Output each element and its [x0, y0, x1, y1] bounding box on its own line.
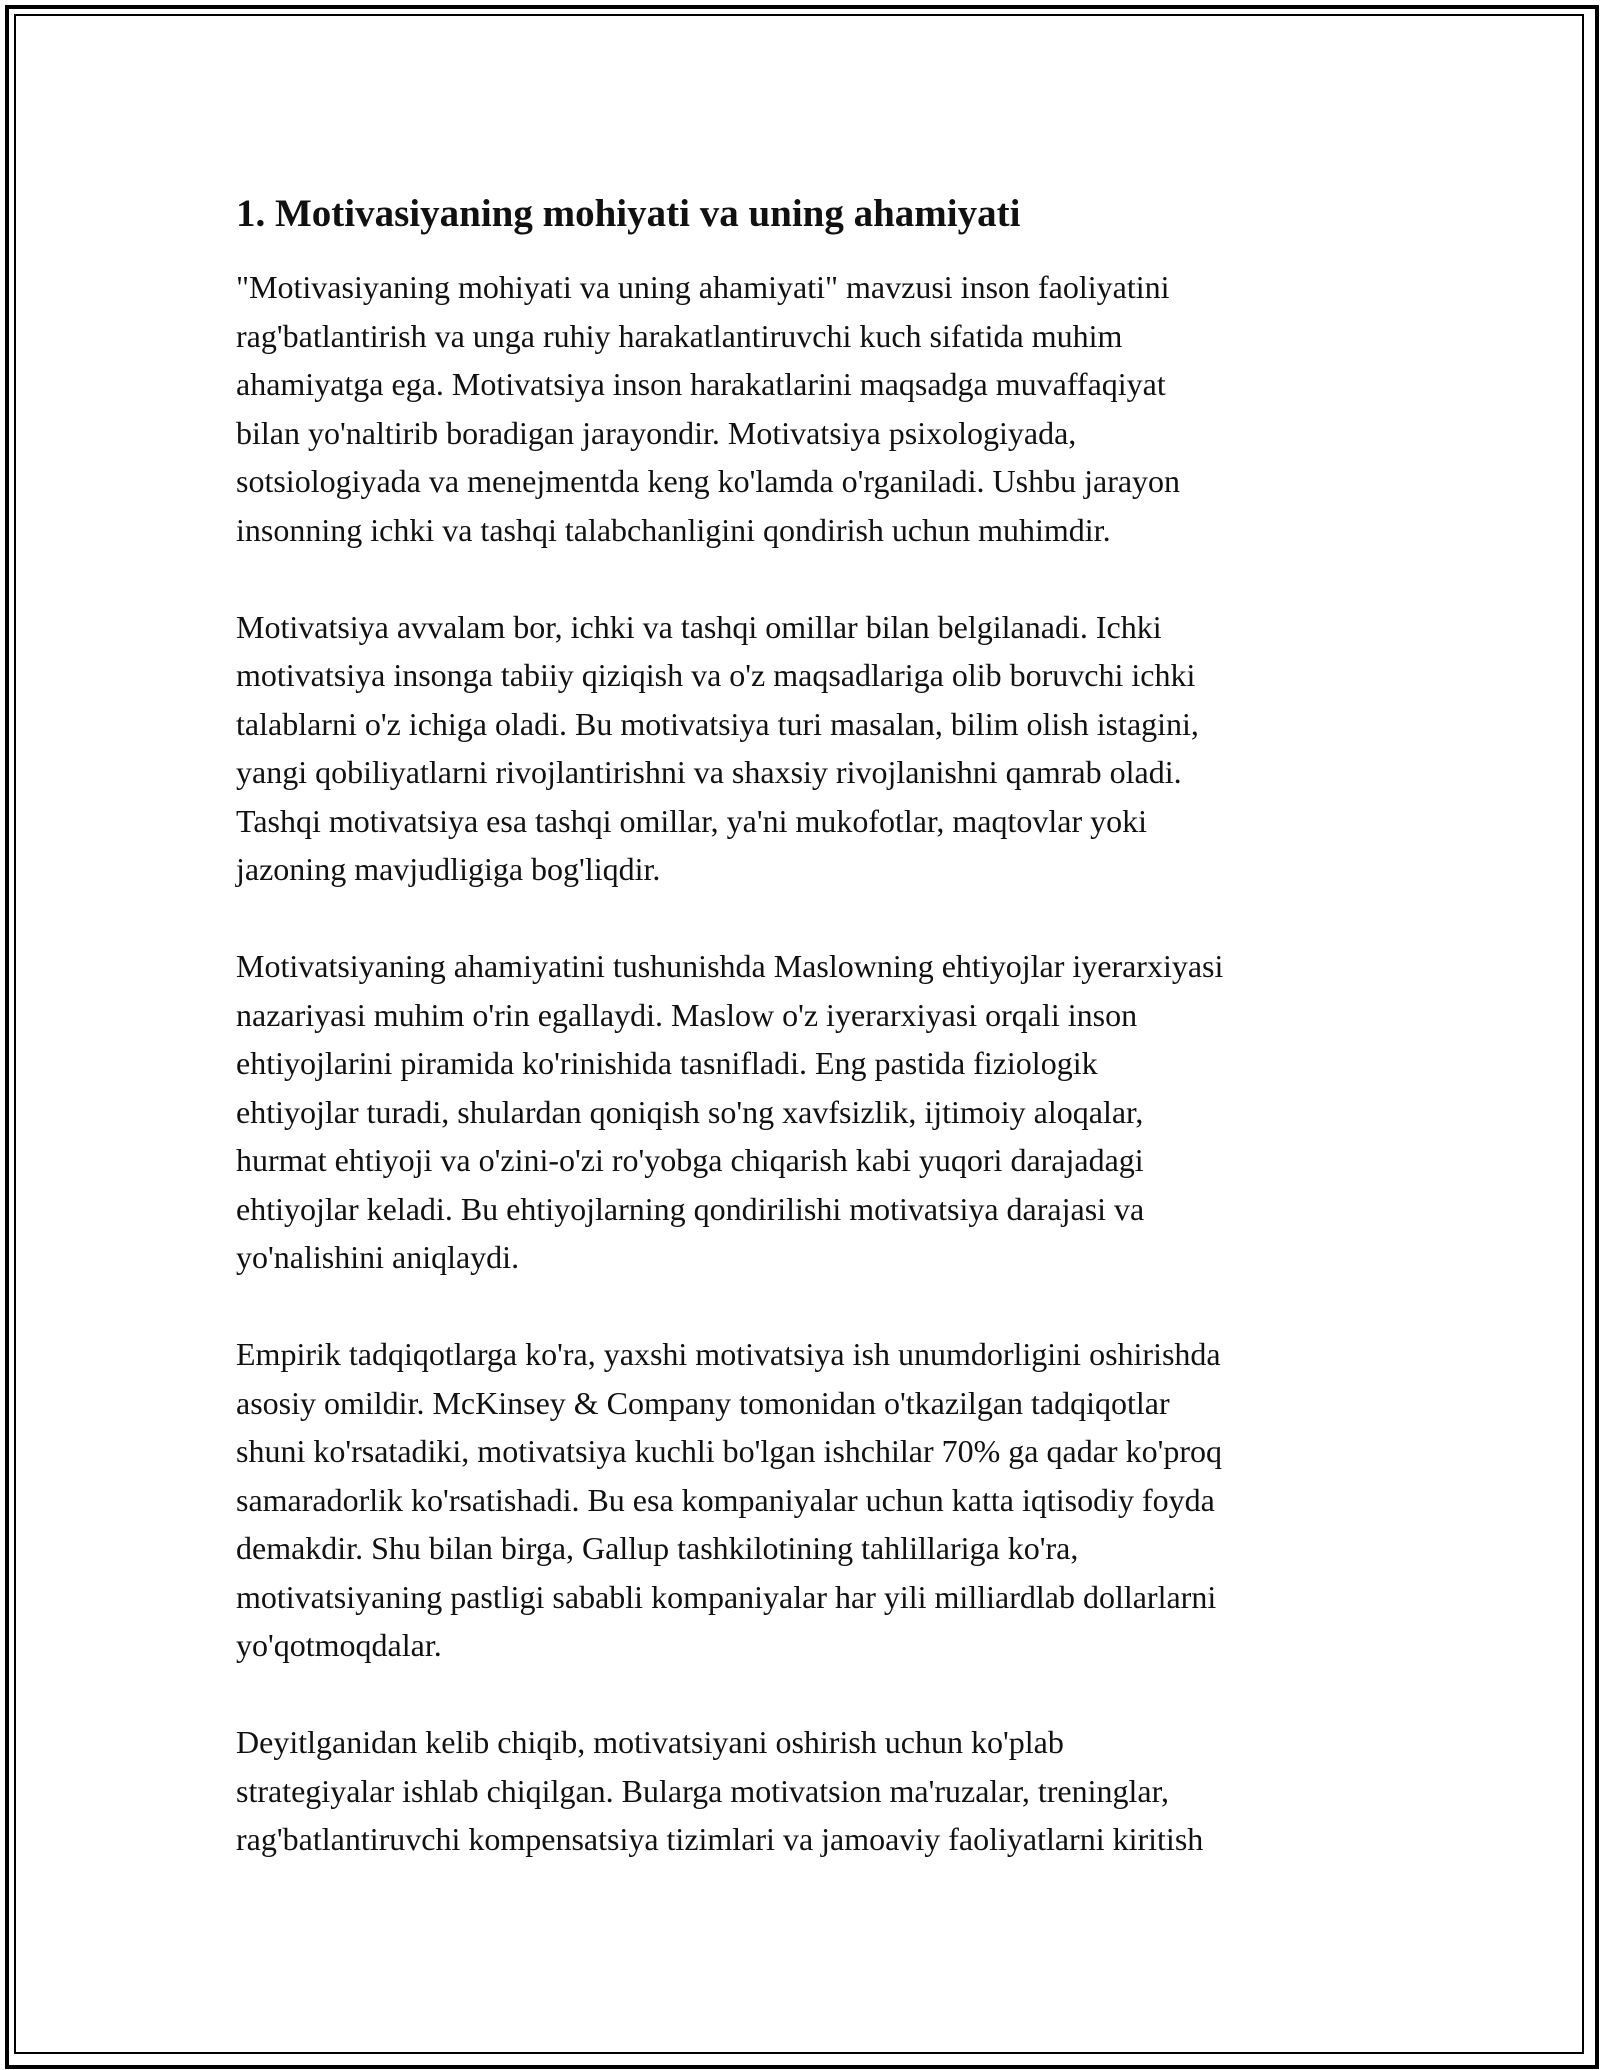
- text-line: Motivatsiya avvalam bor, ichki va tashqi omillar bilan belgilanadi. Ichki: [236, 608, 1162, 645]
- text-line: shuni ko'rsatadiki, motivatsiya kuchli bo'lgan ishchilar 70% ga qadar ko'proq: [236, 1433, 1222, 1469]
- text-line: bilan yo'naltirib boradigan jarayondir. Motivatsiya psixologiyada,: [236, 414, 1077, 451]
- text-line: ehtiyojlarini piramida ko'rinishida tasnifladi. Eng pastida fiziologik: [236, 1045, 1098, 1081]
- document-body: [236, 186, 1386, 1912]
- paragraph-3: [236, 942, 1386, 1282]
- text-line: yo'nalishini aniqlaydi.: [236, 1239, 520, 1275]
- text-line: Empirik tadqiqotlarga ko'ra, yaxshi motivatsiya ish unumdorligini oshirishda: [236, 1336, 1221, 1372]
- text-line: Tashqi motivatsiya esa tashqi omillar, ya'ni mukofotlar, maqtovlar yoki: [236, 802, 1147, 839]
- text-line: Motivatsiyaning ahamiyatini tushunishda Maslowning ehtiyojlar iyerarxiyasi: [236, 948, 1224, 984]
- section-heading: 1. Motivasiyaning mohiyati va uning ahamiyati: [236, 192, 1021, 235]
- text-line: "Motivasiyaning mohiyati va uning ahamiyati" mavzusi inson faoliyatini: [236, 269, 1170, 305]
- text-line: rag'batlantirish va unga ruhiy harakatlantiruvchi kuch sifatida muhim: [236, 317, 1123, 354]
- text-line: motivatsiyaning pastligi sababli kompaniyalar har yili milliardlab dollarlarni: [236, 1578, 1217, 1615]
- text-line: ehtiyojlar keladi. Bu ehtiyojlarning qondirilishi motivatsiya darajasi va: [236, 1190, 1145, 1227]
- text-line: talablarni o'z ichiga oladi. Bu motivatsiya turi masalan, bilim olish istagini,: [236, 705, 1199, 742]
- text-line: demakdir. Shu bilan birga, Gallup tashkilotining tahlillariga ko'ra,: [236, 1530, 1079, 1566]
- text-line: asosiy omildir. McKinsey & Company tomonidan o'tkazilgan tadqiqotlar: [236, 1384, 1170, 1421]
- text-line: ehtiyojlar turadi, shulardan qoniqish so'ng xavfsizlik, ijtimoiy aloqalar,: [236, 1093, 1144, 1130]
- text-line: yo'qotmoqdalar.: [236, 1627, 442, 1663]
- text-line: strategiyalar ishlab chiqilgan. Bularga motivatsion ma'ruzalar, treninglar,: [236, 1772, 1169, 1809]
- text-line: rag'batlantiruvchi kompensatsiya tizimlari va jamoaviy faoliyatlarni kiritish: [236, 1821, 1204, 1857]
- paragraph-5: [236, 1718, 1386, 1864]
- paragraph-4: [236, 1330, 1386, 1670]
- text-line: hurmat ehtiyoji va o'zini-o'zi ro'yobga chiqarish kabi yuqori darajadagi: [236, 1142, 1144, 1178]
- text-line: samaradorlik ko'rsatishadi. Bu esa kompaniyalar uchun katta iqtisodiy foyda: [236, 1481, 1215, 1518]
- paragraph-1: [236, 263, 1386, 554]
- text-line: Deyitlganidan kelib chiqib, motivatsiyani oshirish uchun ko'plab: [236, 1724, 1064, 1760]
- text-line: ahamiyatga ega. Motivatsiya inson harakatlarini maqsadga muvaffaqiyat: [236, 366, 1166, 402]
- text-line: yangi qobiliyatlarni rivojlantirishni va shaxsiy rivojlanishni qamrab oladi.: [236, 754, 1182, 790]
- text-line: sotsiologiyada va menejmentda keng ko'lamda o'rganiladi. Ushbu jarayon: [236, 463, 1181, 499]
- text-line: nazariyasi muhim o'rin egallaydi. Maslow o'z iyerarxiyasi orqali inson: [236, 996, 1138, 1033]
- text-line: jazoning mavjudligiga bog'liqdir.: [236, 851, 661, 887]
- text-line: insonning ichki va tashqi talabchanligini qondirish uchun muhimdir.: [236, 511, 1111, 548]
- paragraph-2: [236, 603, 1386, 894]
- text-line: motivatsiya insonga tabiiy qiziqish va o'z maqsadlariga olib boruvchi ichki: [236, 657, 1196, 693]
